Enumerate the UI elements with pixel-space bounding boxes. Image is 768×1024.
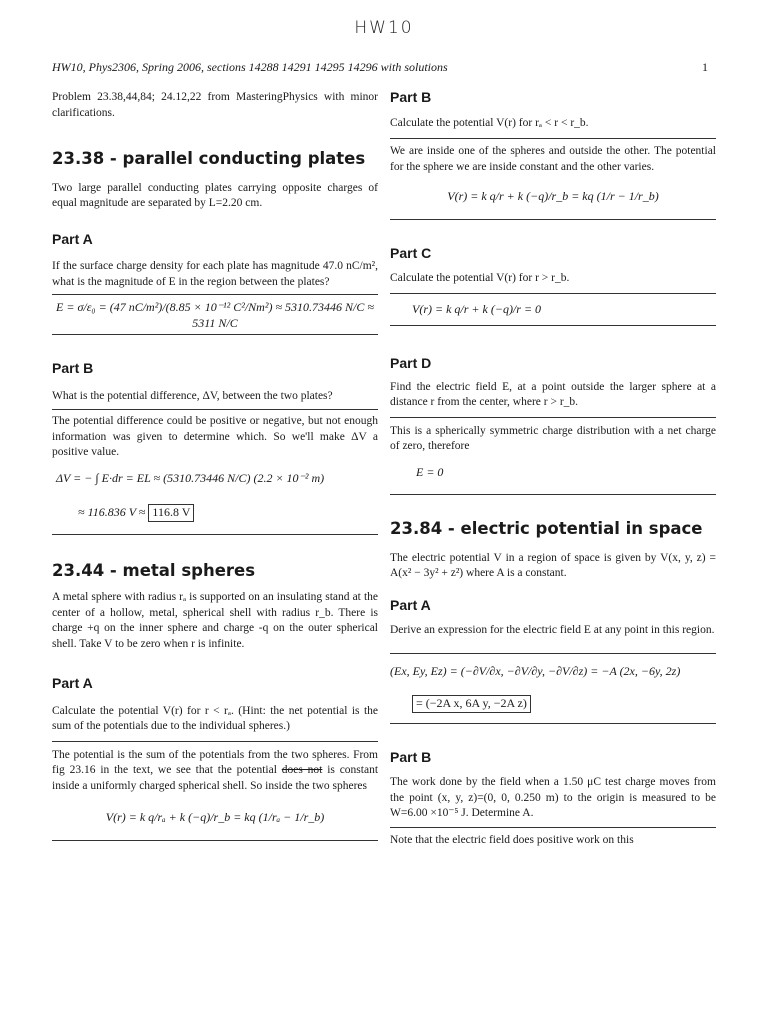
section-text-23-44: A metal sphere with radius rₐ is supported on an insulating stand at the center of a hollow, metal, spherical shell with radius r_b. There is charge +q on the inner sphere and charge -q on the outer spherical shell. Take V to be zero when r is infinite. <box>52 591 378 650</box>
equation-v-inside: V(r) = k q/rₐ + k (−q)/r_b = kq (1/rₐ − 1/r_b) <box>105 810 325 824</box>
section-title-23-44: 23.44 - metal spheres <box>52 560 256 580</box>
right-column <box>390 90 716 848</box>
part-c-question: Calculate the potential V(r) for r > r_b. <box>390 272 570 284</box>
struck-text: does not <box>281 764 323 776</box>
part-a-heading-3: Part A <box>390 596 431 613</box>
part-b-heading-2: Part B <box>390 89 432 105</box>
equation-gradient: (Ex, Ey, Ez) = (−∂V/∂x, −∂V/∂y, −∂V/∂z) = −A (2x, −6y, 2z) <box>390 663 681 678</box>
part-a-heading: Part A <box>52 230 93 247</box>
part-d-heading: Part D <box>390 355 432 371</box>
intro-text: Problem 23.38,44,84; 24.12,22 from MasteringPhysics with minor clarifications. <box>52 91 378 119</box>
equation-e-field: E = σ/ε₀ = (47 nC/m²)/(8.85 × 10⁻¹² C²/Nm²) ≈ 5310.73446 N/C ≈ 5311 N/C <box>56 300 374 330</box>
part-b-solution: The potential difference could be positive or negative, but not enough information was given to determine which. So we'll make ΔV a positive value. <box>52 415 378 458</box>
equation-delta-v: ΔV = − ∫ E·dr = EL ≈ (5310.73446 N/C) (2.2 × 10⁻² m) <box>56 470 325 485</box>
part-d-question: Find the electric field E, at a point outside the larger sphere at a distance r from the center, where r > r_b. <box>390 380 716 408</box>
part-c-heading: Part C <box>390 244 432 261</box>
equation-v-between: V(r) = k q/r + k (−q)/r_b = kq (1/r − 1/r_b) <box>447 189 659 203</box>
section-title-23-38: 23.38 - parallel conducting plates <box>52 149 366 168</box>
answer-box-2: = (−2A x, 6A y, −2A z) <box>412 695 531 713</box>
part-b-solution-2: We are inside one of the spheres and outside the other. The potential for the sphere we are inside constant and the other varies. <box>390 145 716 173</box>
page-number: 1 <box>702 60 708 74</box>
rule <box>52 840 378 841</box>
part-a-solution-2: The potential is the sum of the potentials from the two spheres. From fig 23.16 in the text, we see that the potential does not is constant inside a uniformly charged spherical shell. So inside the two spheres <box>52 748 379 792</box>
part-a-question-3: Derive an expression for the electric field E at any point in this region. <box>390 624 715 636</box>
part-b-solution-3: Note that the electric field does positive work on this <box>390 833 634 846</box>
part-b-question: What is the potential difference, ΔV, between the two plates? <box>52 389 333 402</box>
equation-e-result <box>390 695 716 713</box>
equation-v-outside: V(r) = k q/r + k (−q)/r = 0 <box>412 301 542 316</box>
part-a-question: If the surface charge density for each plate has magnitude 47.0 nC/m², what is the magnitude of E in the region between the plates? <box>52 260 378 288</box>
equation-e-zero: E = 0 <box>416 464 444 479</box>
answer-box: 116.8 V <box>148 504 194 522</box>
section-text-23-84: The electric potential V in a region of space is given by V(x, y, z) = A(x² − 3y² + z²) where A is a constant. <box>390 551 716 579</box>
handwritten-title: HW10 <box>354 18 414 38</box>
section-title-23-84: 23.84 - electric potential in space <box>390 519 703 538</box>
part-b-heading-3: Part B <box>390 748 432 765</box>
part-a-heading-2: Part A <box>52 675 93 691</box>
left-column <box>52 90 378 841</box>
part-b-question-3: The work done by the field when a 1.50 μC test charge moves from the point (x, y, z)=(0, 0, 0.250 m) to the origin is measured to be W=6.00 ×10⁻⁵ J. Determine A. <box>390 776 716 819</box>
running-header: HW10, Phys2306, Spring 2006, sections 14288 14291 14295 14296 with solutions <box>52 60 448 74</box>
part-d-solution: This is a spherically symmetric charge distribution with a net charge of zero, therefore <box>390 424 716 452</box>
equation-delta-v-result: ≈ 116.836 V ≈ 116.8 V <box>52 504 378 522</box>
part-b-question-2: Calculate the potential V(r) for rₐ < r < r_b. <box>390 116 589 129</box>
section-text-23-38: Two large parallel conducting plates carrying opposite charges of equal magnitude are separated by L=2.20 cm. <box>52 181 378 209</box>
part-b-heading: Part B <box>52 360 94 376</box>
part-a-question-2: Calculate the potential V(r) for r < rₐ. (Hint: the net potential is the sum of the potentials due to the individual spheres.) <box>52 704 378 732</box>
